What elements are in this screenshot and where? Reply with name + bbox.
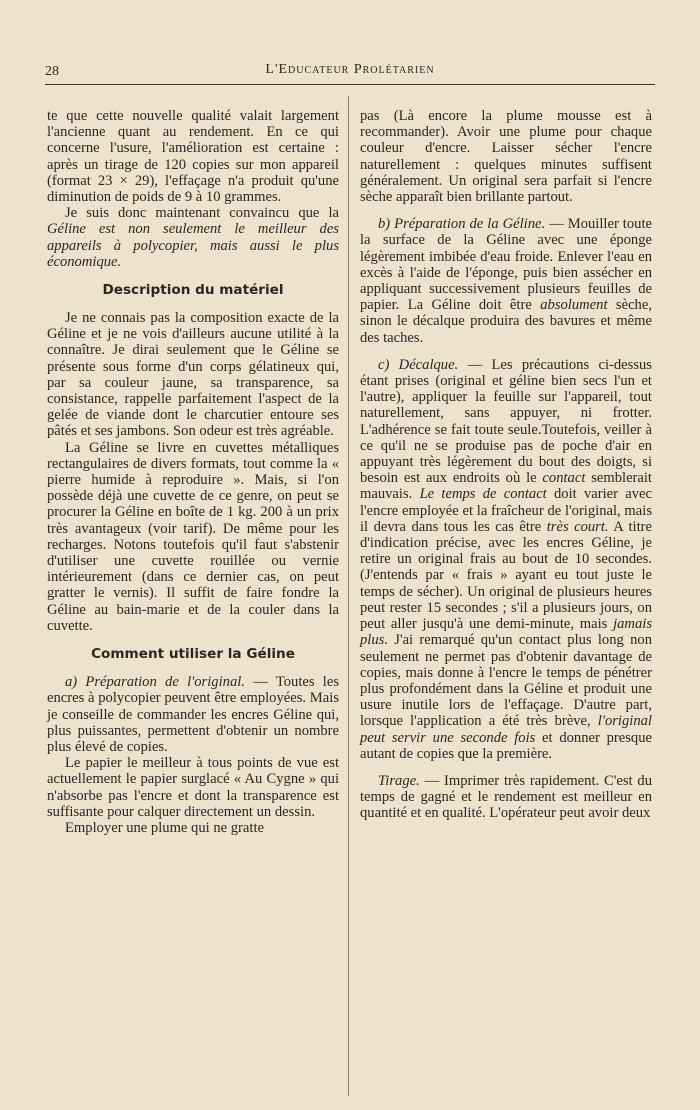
section-heading: Comment utiliser la Géline	[91, 646, 295, 663]
italic-text: l'original peut servir une seconde fois	[360, 713, 652, 746]
italic-text: Tirage.	[378, 772, 420, 789]
paragraph	[47, 674, 339, 755]
paragraph-text: doit varier avec l'encre employée et la fraîcheur de l'original, mais il devra dans tous les cas être	[360, 486, 652, 535]
page-header	[45, 58, 655, 85]
italic-text: c) Décalque.	[378, 356, 459, 373]
paragraph-text: sèche, sinon le décalque produira des bavures et même des taches.	[360, 297, 652, 346]
paragraph-text: semblerait mauvais.	[360, 470, 652, 503]
italic-text: a) Préparation de l'original.	[65, 674, 245, 691]
paragraph	[360, 773, 652, 822]
paragraph: pas (Là encore la plume mousse est à recommander). Avoir une plume pour chaque couleur d'encre. Laisser sécher l'encre naturellement : quelques minutes suffisent généralement. Un original sera parfait si l'encre sèche apparaît bien brillante partout.	[360, 108, 652, 206]
section-heading: Description du matériel	[102, 282, 284, 299]
paragraph-text: — Toutes les encres à polycopier peuvent être employées. Mais je conseille de commander les encres Géline qui, plus puissantes, permettent d'obtenir un nombre plus élevé de copies.	[47, 674, 340, 755]
paragraph	[47, 205, 339, 270]
italic-text: Le temps de contact	[419, 486, 547, 503]
paragraph: Je ne connais pas la composition exacte de la Géline et je ne vois d'ailleurs aucune utilité à la connaître. Je dirai seulement que le Géline se présente sous forme d'un corps gélatineux qui, par sa couleur jaune, sa transparence, sa consistance, rappelle parfaitement l'aspect de la gelée de viande dont le charcutier entoure ses pâtés et ses jambons. Son odeur est très agréable.	[47, 310, 339, 440]
paragraph-text: et donner presque autant de copies que la première.	[360, 729, 652, 762]
paragraph: La Géline se livre en cuvettes métalliques rectangulaires de divers formats, tout comme la « pierre humide à reproduire ». Mais, si l'on possède déjà une cuvette de ce genre, on peut se procurer la Géline en boîte de 1 kg. 200 à un prix très avantageux (voir tarif). De même pour les recharges. Notons toutefois qu'il faut s'abstenir d'utiliser une cuvette rouillée ou vernie intérieurement (dans ce dernier cas, on peut gratter le vernis). Il suffit de faire fondre la Géline au bain-marie et de la couler dans la cuvette.	[47, 439, 339, 634]
paragraph	[360, 357, 652, 762]
paragraph-text: Je suis donc maintenant convaincu que la	[65, 205, 339, 222]
right-column	[360, 108, 652, 822]
paragraph-text: A titre d'indication précise, avec les encres Géline, je retire un original frais au bout de 10 secondes. (J'entends par « frais » ayant eu tout juste le temps de sécher). Un original de plusieurs heures peut rester 15 secondes ; s'il a plusieurs jours, on peut aller jusqu'à une demi-minute, mais	[360, 518, 652, 633]
paragraph-text: J'ai remarqué qu'un contact plus long non seulement ne permet pas d'obtenir davantage de copies, mais donne à l'encre le temps de pénétrer plus profondément dans la Géline et produit une usure inutile lors de l'effaçage. D'autre part, lorsque l'application a été très brève,	[360, 632, 652, 730]
paragraph-text: — Mouiller toute la surface de la Géline avec une éponge légèrement imbibée d'eau froide. Enlever l'eau en excès à l'aide de l'éponge, puis bien assécher en appliquant successivement plusieurs feuilles de papier. La Géline doit être	[360, 216, 652, 314]
italic-text: b) Préparation de la Géline.	[378, 216, 546, 233]
italic-text: Géline est non seulement le meilleur des appareils à polycopier, mais aussi le plus économique.	[47, 221, 339, 270]
italic-text: très court.	[546, 518, 609, 535]
paragraph-text: — Imprimer très rapidement. C'est du temps de gagné et le rendement est meilleur en quantité et en qualité. L'opérateur peut avoir deux	[360, 772, 652, 822]
italic-text: absolument	[540, 297, 608, 314]
paragraph: Employer une plume qui ne gratte	[65, 819, 264, 836]
left-column	[47, 108, 339, 836]
running-title: L'Educateur Prolétarien	[265, 62, 435, 77]
paragraph	[360, 216, 652, 346]
column-divider	[348, 96, 349, 1096]
paragraph: Le papier le meilleur à tous points de vue est actuellement le papier surglacé « Au Cygne » qui n'absorbe pas l'encre et dont la transparence est suffisante pour calquer directement un dessin.	[47, 755, 339, 820]
paragraph-text: — Les précautions ci-dessus étant prises (original et géline bien secs l'un et l'autre), appliquer la feuille sur l'appareil, tout naturellement, sans appuyer, ni frotter. L'adhérence se fait toute seule.Toutefois, veiller à ce qu'il ne se produise pas de poche d'air en appuyant très légèrement du bout des doigts, si besoin est aux endroits où le	[360, 356, 652, 487]
page-number: 28	[45, 64, 59, 79]
italic-text: contact	[542, 470, 586, 487]
paragraph: te que cette nouvelle qualité valait largement l'ancienne quant au rendement. En ce qui concerne l'usure, l'amélioration est certaine : après un tirage de 120 copies sur mon appareil (format 23 × 29), l'effaçage n'a produit qu'une diminution de poids de 9 à 10 grammes.	[47, 108, 339, 206]
italic-text: jamais plus.	[360, 616, 652, 649]
